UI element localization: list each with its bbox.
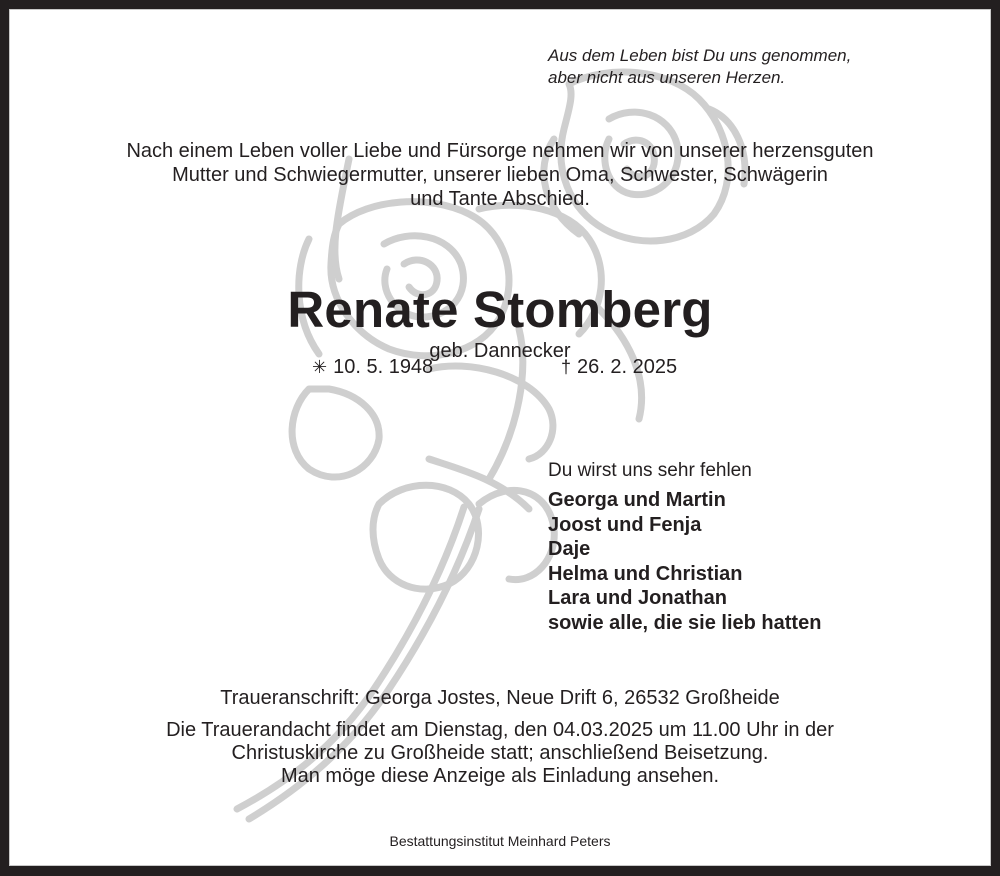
birth-date-value: 10. 5. 1948 (333, 356, 434, 378)
deceased-name: Renate Stomberg (287, 281, 713, 338)
mourner-item: Daje (548, 538, 591, 561)
death-date (561, 355, 677, 379)
motto-quote (548, 45, 851, 89)
birth-star-icon: ✳ (312, 357, 328, 377)
mourner-item: Georga und Martin (548, 489, 726, 511)
motto-line: Aus dem Leben bist Du uns genommen, (548, 46, 852, 65)
motto-line: aber nicht aus unseren Herzen. (548, 68, 786, 87)
mourners-heading: Du wirst uns sehr fehlen (548, 460, 752, 481)
mourner-item: Lara und Jonathan (548, 587, 727, 610)
maiden-name: geb. Dannecker (429, 340, 571, 362)
service-line: Man möge diese Anzeige als Einladung ansehen. (280, 765, 720, 787)
service-info (9, 719, 991, 788)
death-cross-icon: † (561, 357, 572, 377)
intro-line: und Tante Abschied. (410, 188, 590, 210)
mourners-list (548, 488, 821, 636)
mourner-item: Joost und Fenja (548, 513, 702, 536)
mourner-item: sowie alle, die sie lieb hatten (548, 611, 822, 634)
obituary-card (9, 9, 991, 866)
intro-text (9, 139, 991, 211)
undertaker-name: Bestattungsinstitut Meinhard Peters (389, 833, 611, 849)
intro-line: Nach einem Leben voller Liebe und Fürsorge nehmen wir von unserer herzensguten (126, 140, 874, 162)
mourning-address: Traueranschrift: Georga Jostes, Neue Drift 6, 26532 Großheide (220, 687, 780, 709)
intro-line: Mutter und Schwiegermutter, unserer lieben Oma, Schwester, Schwägerin (172, 164, 828, 186)
death-date-value: 26. 2. 2025 (577, 356, 678, 378)
service-line: Christuskirche zu Großheide statt; anschließend Beisetzung. (231, 742, 769, 764)
birth-date (312, 355, 433, 379)
mourner-item: Helma und Christian (548, 562, 743, 585)
service-line: Die Trauerandacht findet am Dienstag, den 04.03.2025 um 11.00 Uhr in der (166, 719, 834, 741)
